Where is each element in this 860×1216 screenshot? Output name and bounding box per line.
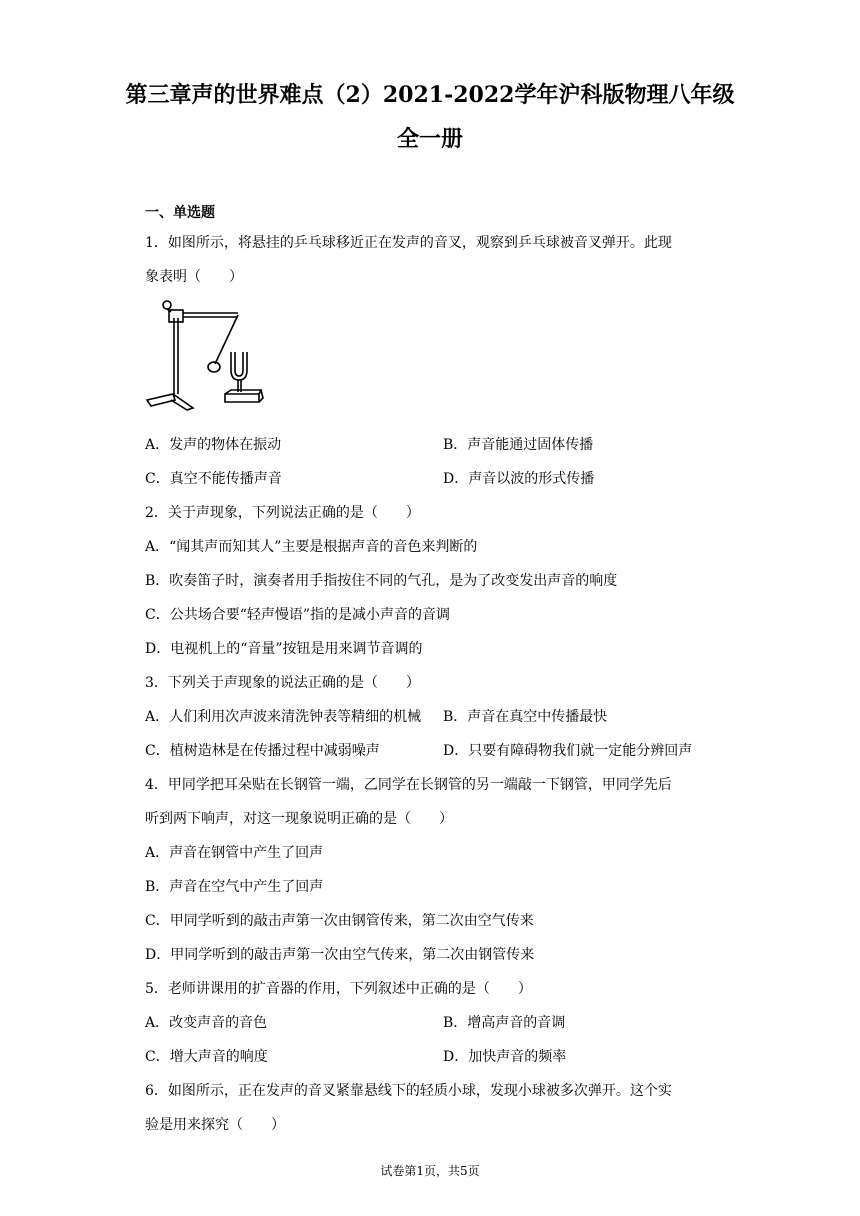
q2-stem: 2．关于声现象，下列说法正确的是（ ） xyxy=(145,505,420,521)
section-heading: 一、单选题 xyxy=(145,205,215,221)
q3-option-d: D．只要有障碍物我们就一定能分辨回声 xyxy=(443,743,693,759)
q4-stem-line2: 听到两下响声，对这一现象说明正确的是（ ） xyxy=(145,811,453,827)
q4-option-b: B．声音在空气中产生了回声 xyxy=(145,879,324,895)
q2-option-a: A．“闻其声而知其人”主要是根据声音的音色来判断的 xyxy=(145,539,478,555)
fork-base xyxy=(225,394,259,402)
q6-stem-line1: 6．如图所示，正在发声的音叉紧靠悬线下的轻质小球，发现小球被多次弹开。这个实 xyxy=(145,1083,672,1099)
q4-option-c: C．甲同学听到的敲击声第一次由钢管传来，第二次由空气传来 xyxy=(145,913,534,929)
q3-option-b: B．声音在真空中传播最快 xyxy=(443,709,608,725)
q3-option-a: A．人们利用次声波来清洗钟表等精细的机械 xyxy=(145,709,422,725)
pingpong-ball xyxy=(208,362,220,372)
q1-stem-line1: 1．如图所示，将悬挂的乒乓球移近正在发声的音叉，观察到乒乓球被音叉弹开。此现 xyxy=(145,235,672,251)
stand-base xyxy=(147,394,175,406)
q1-option-b: B．声音能通过固体传播 xyxy=(443,437,594,453)
page-footer: 试卷第1页，共5页 xyxy=(380,1164,480,1178)
q5-option-a: A．改变声音的音色 xyxy=(145,1015,268,1031)
q1-option-a: A．发声的物体在振动 xyxy=(145,437,282,453)
q5-option-b: B．增高声音的音调 xyxy=(443,1015,566,1031)
q4-option-d: D．甲同学听到的敲击声第一次由空气传来，第二次由钢管传来 xyxy=(145,947,535,963)
q2-option-c: C．公共场合要“轻声慢语”指的是减小声音的音调 xyxy=(145,607,451,623)
tuning-fork-pingpong-figure xyxy=(143,296,273,414)
q5-option-d: D．加快声音的频率 xyxy=(443,1049,567,1065)
q4-option-a: A．声音在钢管中产生了回声 xyxy=(145,845,324,861)
q6-stem-line2: 验是用来探究（ ） xyxy=(145,1117,285,1133)
q5-stem: 5．老师讲课用的扩音器的作用，下列叙述中正确的是（ ） xyxy=(145,981,532,997)
q1-stem-line2: 象表明（ ） xyxy=(145,269,243,285)
q3-stem: 3．下列关于声现象的说法正确的是（ ） xyxy=(145,675,420,691)
doc-title-line1: 第三章声的世界难点（2）2021-2022学年沪科版物理八年级 xyxy=(125,82,735,108)
q3-option-c: C．植树造林是在传播过程中减弱噪声 xyxy=(145,743,380,759)
q2-option-b: B．吹奏笛子时，演奏者用手指按住不同的气孔，是为了改变发出声音的响度 xyxy=(145,573,618,589)
q5-option-c: C．增大声音的响度 xyxy=(145,1049,268,1065)
q2-option-d: D．电视机上的“音量”按钮是用来调节音调的 xyxy=(145,641,423,657)
q1-option-c: C．真空不能传播声音 xyxy=(145,471,282,487)
q1-option-d: D．声音以波的形式传播 xyxy=(443,471,595,487)
doc-title-line2: 全一册 xyxy=(396,126,463,152)
q4-stem-line1: 4．甲同学把耳朵贴在长钢管一端，乙同学在长钢管的另一端敲一下钢管，甲同学先后 xyxy=(145,777,672,793)
